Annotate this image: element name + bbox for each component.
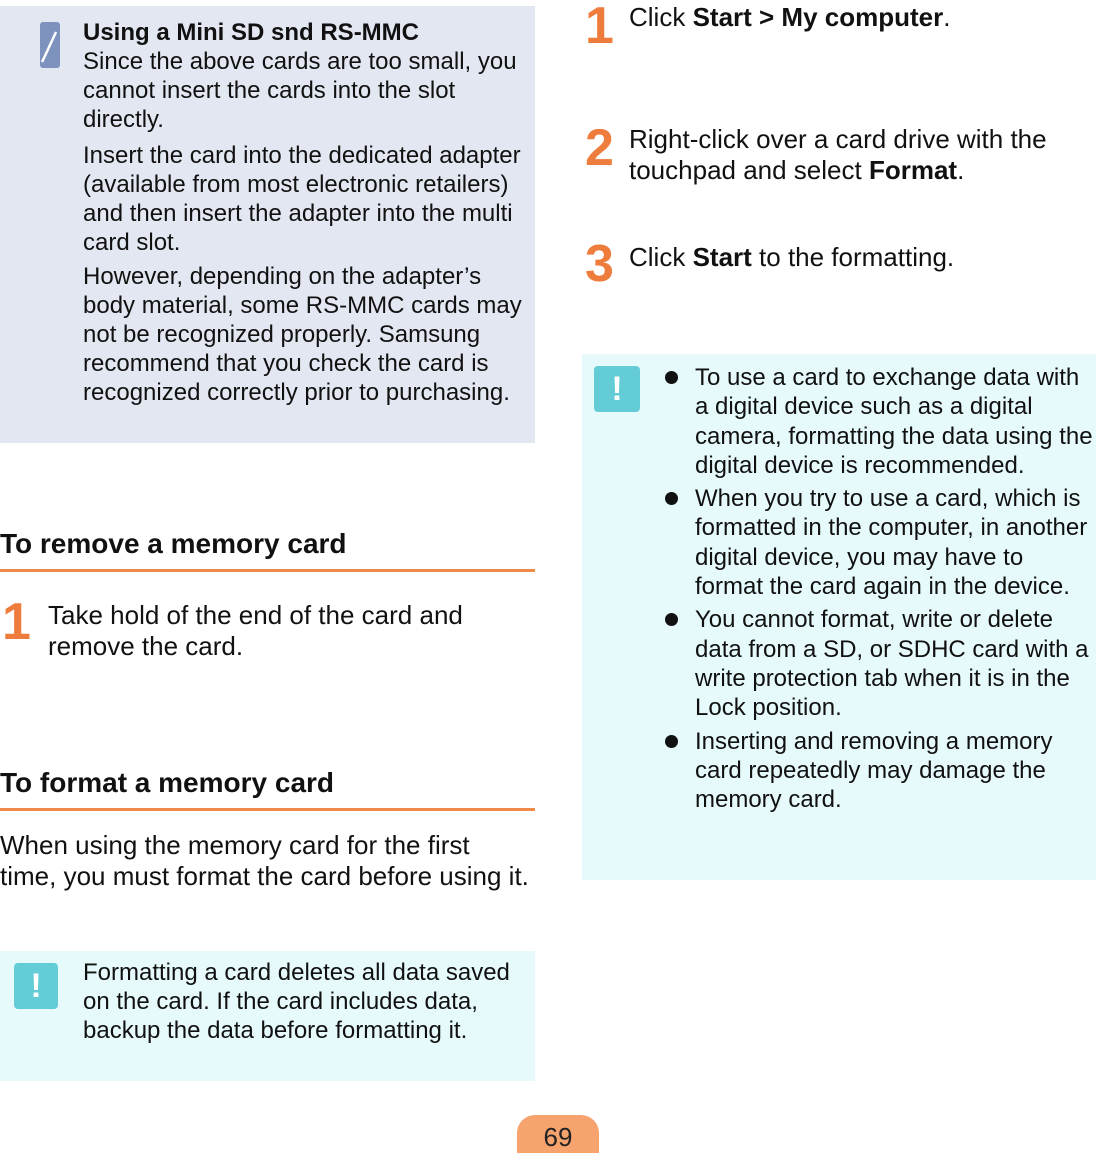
note-title: Using a Mini SD snd RS-MMC bbox=[83, 19, 419, 46]
step-text-pre: Right-click over a card drive with the touchpad and select bbox=[629, 124, 1047, 185]
format-intro: When using the memory card for the first time, you must format the card before using it. bbox=[0, 830, 529, 891]
step-number: 2 bbox=[585, 119, 614, 177]
bullet-icon bbox=[665, 371, 678, 384]
note-icon bbox=[40, 22, 60, 68]
list-item-text: You cannot format, write or delete data from a SD, or SDHC card with a write protection tab when it is in the Lock position. bbox=[695, 606, 1089, 722]
step-text-pre: Click bbox=[629, 2, 693, 32]
list-item-text: Inserting and removing a memory card repeatedly may damage the memory card. bbox=[695, 727, 1053, 814]
step-text bbox=[629, 2, 1089, 33]
caution-list bbox=[665, 363, 1095, 818]
step-number: 3 bbox=[585, 235, 614, 293]
section-title-format: To format a memory card bbox=[0, 767, 535, 811]
section-title-remove: To remove a memory card bbox=[0, 528, 535, 572]
list-item bbox=[665, 727, 1095, 815]
step-text-pre: Click bbox=[629, 242, 693, 272]
step-text-bold: Start bbox=[692, 242, 752, 272]
page-number: 69 bbox=[517, 1115, 599, 1153]
caution-text: Formatting a card deletes all data saved on the card. If the card includes data, backup the data before formatting it. bbox=[83, 959, 510, 1044]
step-text: Take hold of the end of the card and remove the card. bbox=[48, 600, 463, 661]
exclamation-icon: ! bbox=[594, 366, 640, 412]
list-item bbox=[665, 363, 1095, 480]
note-paragraph: Since the above cards are too small, you cannot insert the cards into the slot directly. bbox=[83, 48, 517, 133]
bullet-icon bbox=[665, 613, 678, 626]
list-item-text: When you try to use a card, which is formatted in the computer, in another digital device, you may have to format the card again in the device. bbox=[695, 485, 1088, 601]
step-text-post: to the formatting. bbox=[751, 242, 955, 272]
list-item bbox=[665, 605, 1095, 722]
pencil-icon bbox=[40, 22, 60, 68]
step-number: 1 bbox=[585, 0, 614, 55]
bullet-icon bbox=[665, 492, 678, 505]
step-text-post: . bbox=[943, 2, 951, 32]
step-text bbox=[629, 124, 1094, 186]
step-text-bold: Start > My computer bbox=[692, 2, 944, 32]
step-text-post: . bbox=[957, 155, 965, 185]
bullet-icon bbox=[665, 735, 678, 748]
note-paragraph: Insert the card into the dedicated adapter (available from most electronic retailers) and then insert the adapter into the multi card slot. bbox=[83, 142, 521, 256]
list-item-text: To use a card to exchange data with a digital device such as a digital camera, formatting the data using the digital device is recommended. bbox=[695, 364, 1093, 479]
step-text bbox=[629, 242, 1089, 273]
list-item bbox=[665, 484, 1095, 601]
exclamation-icon: ! bbox=[14, 963, 58, 1009]
step-text-bold: Format bbox=[868, 155, 958, 185]
step-number: 1 bbox=[2, 593, 31, 651]
note-paragraph: However, depending on the adapter’s body material, some RS-MMC cards may not be recognized properly. Samsung recommend that you check the card is recognized correctly prior to purchasing. bbox=[83, 263, 522, 406]
